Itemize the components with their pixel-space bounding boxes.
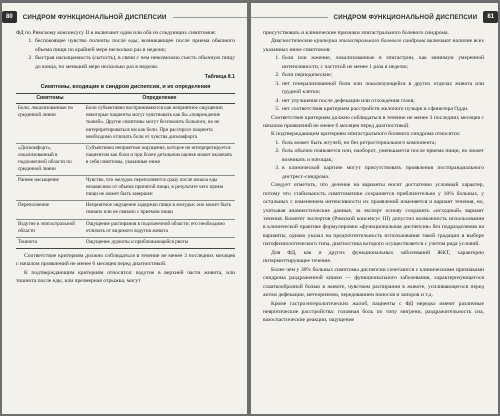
definition-cell: Субъективно неприятное ощущение, которое не интерпретируется пациентом как боли и при более детальном оценке может включать в себя симптомы, указанные ниже bbox=[85, 144, 233, 165]
table-header-row bbox=[16, 94, 235, 104]
table-row bbox=[16, 104, 235, 143]
list-item: 1. беспокоящее чувство полноты после еды, возникающее после приема обычного объема пищи по крайней мере несколько раз в неделю; bbox=[34, 37, 235, 54]
list-item: 2. боли периодические; bbox=[281, 71, 484, 79]
list-item: 2. быстрая насыщаемость (сытость), в связи с чем невозможно съесть обычную пищу до конца, по меньшей мере несколько раз в неделю. bbox=[34, 54, 235, 71]
paragraph: Соответствие критериям должно соблюдаться в течение не менее 3 последних месяцев с началом проявлений не менее 6 месяцев перед диагностикой. bbox=[16, 252, 235, 268]
table-header-symptom: Симптомы bbox=[16, 94, 84, 104]
table-row bbox=[16, 201, 235, 219]
list-item: 3. нет генерализованной боли или локализующейся в других отделах живота или грудной клетки; bbox=[281, 80, 484, 97]
paragraph: Для ФД, как и других функциональных заболеваний ЖКТ, характерно интермиттирующее течение. bbox=[263, 249, 484, 265]
table-label: Таблица 8.1 bbox=[204, 74, 235, 81]
definition-cell: Боли субъективно воспринимаются как неприятное ощущение; некоторые пациенты могут чувствовать как бы «повреждение тканей». Другие симптомы могут беспокоить больного, но не интерпретироваться им как боли. При расспросе пациента необходимо отличать боли от чувства дискомфорта bbox=[85, 105, 224, 140]
table-row bbox=[16, 143, 235, 175]
paragraph: ФД по Римскому консенсусу II и включают один или оба из следующих симптомов: bbox=[16, 30, 217, 36]
paragraph: К подтверждающим критериям эпигастрального болевого синдрома относятся: bbox=[271, 131, 461, 138]
symptom-cell: Переполнение bbox=[18, 202, 50, 209]
criteria-list bbox=[263, 54, 484, 113]
table-row bbox=[16, 237, 235, 248]
list-item: 2. боль обычно появляется или, наоборот, уменьшается после приема пищи, но может возникать и натощак; bbox=[281, 147, 484, 164]
symptom-cell: Раннее насыщение bbox=[18, 177, 59, 184]
paragraph: Более чем у 30% больных симптомы диспепсии сочетаются с клиническими признаками синдрома раздраженной кишки — функционального заболевания, характеризующегося схваткообразной болью в животе, чувством распирания в животе, усиливающегося перед актом дефекации, метеоризмом, чередованием поносов и запоров и т.д. bbox=[263, 266, 484, 299]
definition-cell: Ощущение дурноты и приближающейся рвоты bbox=[85, 238, 189, 245]
header-rule bbox=[251, 17, 328, 18]
list-item: 4. нет улучшения после дефекации или отхождения газов; bbox=[281, 97, 484, 105]
symptom-cell: Тошнота bbox=[18, 238, 37, 245]
left-page bbox=[2, 3, 247, 414]
list-item: 5. нет соответствия критериям расстройств желчного пузыря и сфинктера Одди. bbox=[281, 105, 484, 113]
page-number: 81 bbox=[483, 11, 498, 23]
paragraph-suffix: включают наличие всех указанных ниже симптомов: bbox=[263, 38, 484, 53]
definition-cell: Неприятное ощущение задержки пищи в желудке; оно может быть связано или не связано с приемом пищи bbox=[85, 202, 232, 216]
symptoms-table bbox=[16, 93, 235, 249]
table-header-definition: Определение bbox=[84, 94, 235, 104]
right-page-body bbox=[263, 29, 484, 325]
chapter-title: СИНДРОМ ФУНКЦИОНАЛЬНОЙ ДИСПЕПСИИ bbox=[333, 13, 478, 21]
list-item: 1. боли или жжение, локализованные в эпигастрии, как минимум умеренной интенсивности, с частотой не менее 1 раза в неделю; bbox=[281, 54, 484, 71]
table-row bbox=[16, 219, 235, 237]
paragraph: К подтверждающим критериям относятся: вздутие в верхней части живота, или тошнота после еды, или чрезмерная отрыжка, могут bbox=[16, 269, 235, 285]
header-rule bbox=[173, 17, 248, 18]
definition-cell: Ощущение распирания в подложечной области; его необходимо отличать от видимого вздутия живота bbox=[85, 220, 225, 234]
left-page-header bbox=[2, 10, 247, 24]
paragraph: Кроме гастроэнтерологических жалоб, пациенты с ФД нередко имеют различные невротические расстройства: головная боль по типу мигрени, раздражительность сна, вазоспастические реакции, ощущение bbox=[263, 300, 484, 324]
list-item: 1. боль может быть жгучей, но без ретростернального компонента; bbox=[281, 139, 484, 147]
criteria-list bbox=[16, 37, 235, 71]
definition-cell: Чувство, что желудок переполняется сразу после начала еды независимо от объема принятой пищи, в результате чего прием пищи не может быть завершен bbox=[85, 177, 224, 198]
table-title: Симптомы, входящие в синдром диспепсии, и их определения bbox=[40, 83, 211, 90]
confirming-criteria-list bbox=[263, 139, 484, 181]
paragraph: Следует отметить, что деление на варианты носит достаточно условный характер, потому что стабильность симптоматики сохраняется приблизительно у 10% больных, у остальных с изменением интенсивности их проявлений изменяется и вариант течения, но, учитывая анамнестические данные, за эксперт основу сохранить «исходный» вариант течения. Комитет экспертов (Римский консенсус III) допустил возможность использования в клинической практике формулировки «функциональная диспепсия» без подразделения на варианты, однако указал на предпочтительность использования такой градации в выборе патофизиологического типа, диагностика которого осуществляется с учетом ряда условий. bbox=[263, 182, 484, 248]
right-page-header bbox=[251, 10, 498, 24]
paragraph: присутствовать и клинические признаки эпигастрального болевого синдрома. bbox=[263, 30, 449, 36]
italic-term: критерии эпигастрального болевого синдрома bbox=[314, 38, 426, 45]
page-number: 80 bbox=[2, 11, 17, 23]
paragraph-prefix: Диагностические bbox=[271, 38, 315, 45]
table-row bbox=[16, 176, 235, 201]
symptom-cell: Вздутие в эпигастральной области bbox=[18, 220, 75, 234]
symptom-cell: Боли, локализованные по срединной линии bbox=[18, 105, 74, 119]
paragraph bbox=[263, 37, 484, 54]
right-page bbox=[251, 3, 498, 414]
symptom-cell: «Дискомфорт», локализованный в подложечной области по срединной линии bbox=[18, 144, 72, 173]
paragraph: Соответствие критериям должно соблюдаться в течение не менее 3 последних месяцев с началом проявлений не менее 6 месяцев перед диагностикой. bbox=[263, 114, 484, 129]
left-page-body bbox=[16, 29, 235, 286]
chapter-title: СИНДРОМ ФУНКЦИОНАЛЬНОЙ ДИСПЕПСИИ bbox=[22, 13, 167, 21]
list-item: 3. в клинической картине могут присутствовать проявления постпрандиального дистресс-синдрома. bbox=[281, 164, 484, 181]
